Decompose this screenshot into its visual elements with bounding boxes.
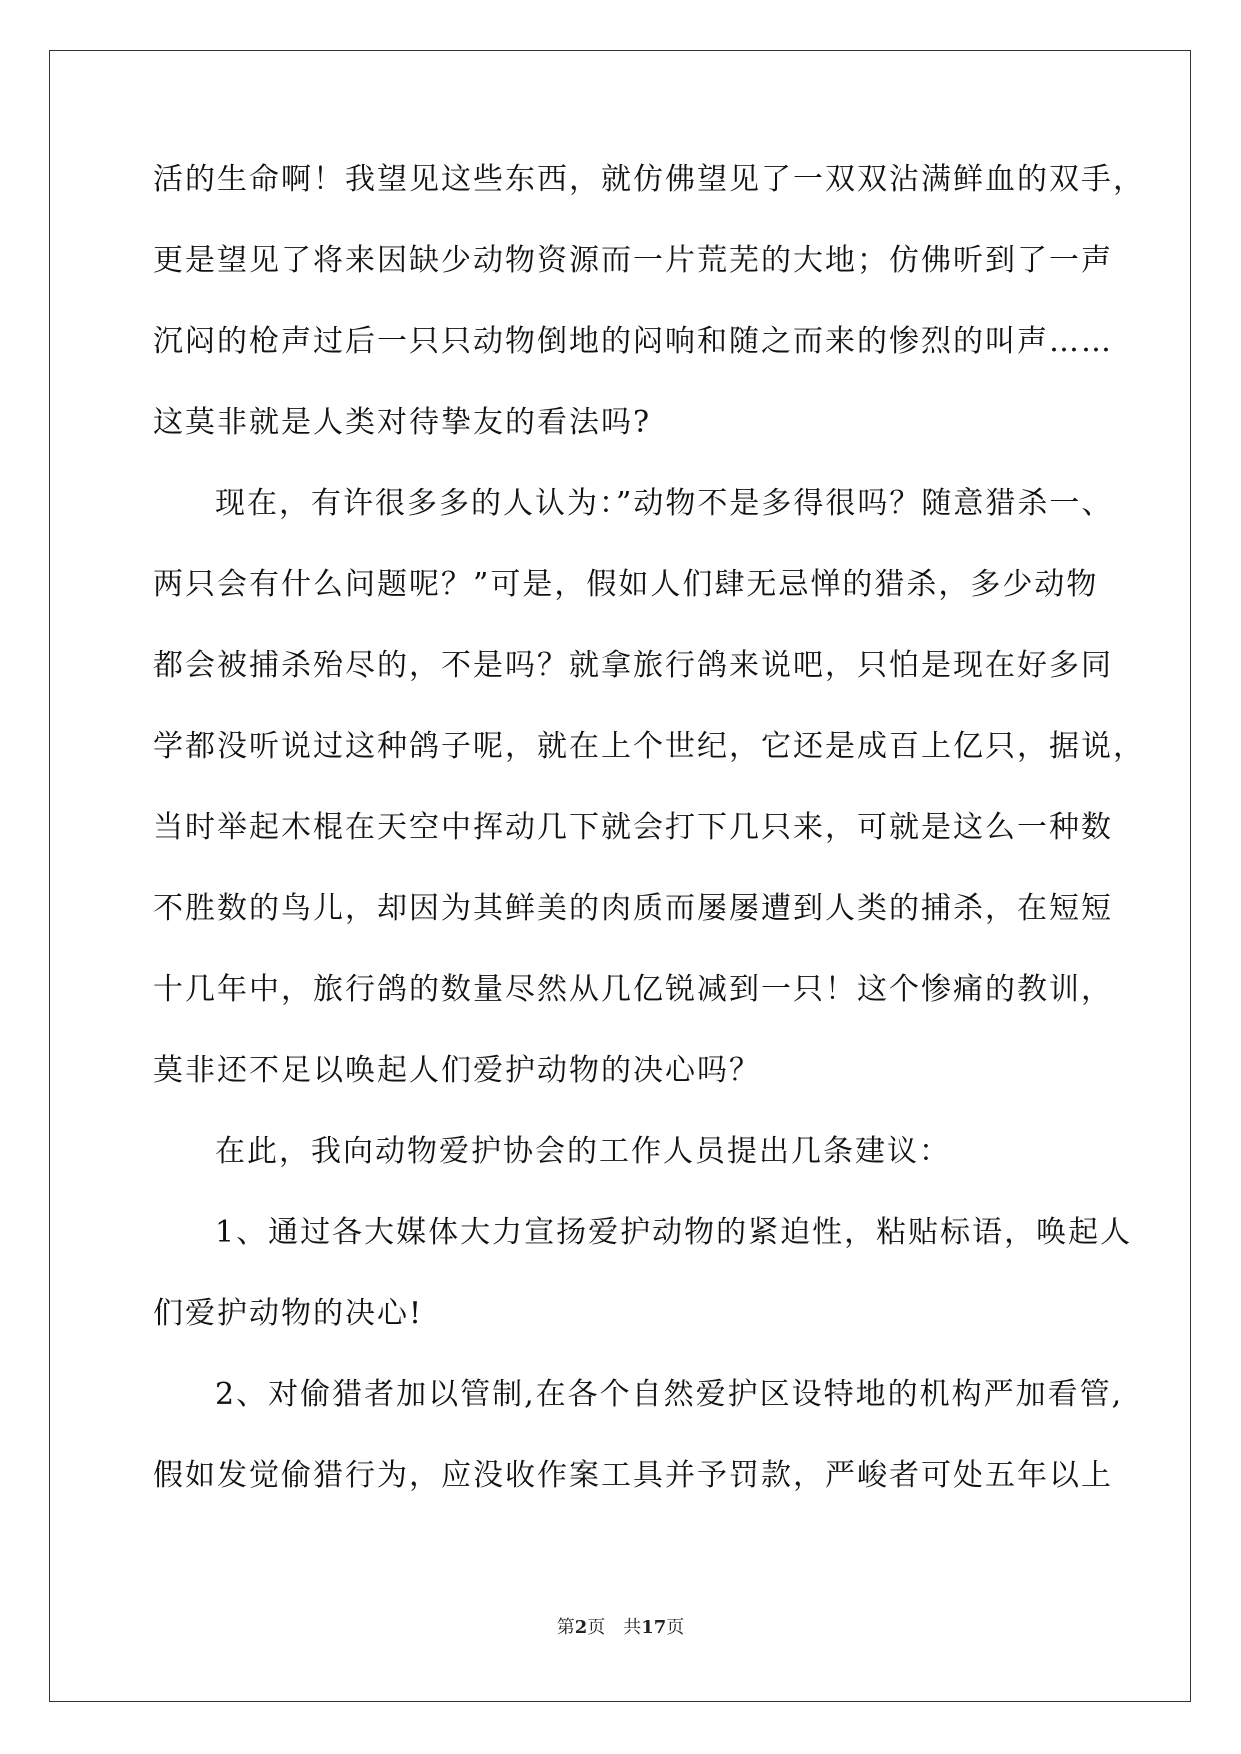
text-line: 莫非还不足以唤起人们爱护动物的决心吗？ (153, 1053, 761, 1088)
total-prefix: 共 (623, 1617, 642, 1638)
text-line: 十几年中，旅行鸽的数量尽然从几亿锐减到一只！这个惨痛的教训， (153, 972, 1113, 1007)
paragraph-start-line: 在此，我向动物爱护协会的工作人员提出几条建议： (215, 1134, 951, 1169)
page-footer (0, 1616, 1241, 1640)
text-line: 更是望见了将来因缺少动物资源而一片荒芜的大地；仿佛听到了一声 (153, 243, 1113, 278)
list-item-line: 1、通过各大媒体大力宣扬爱护动物的紧迫性，粘贴标语，唤起人 (215, 1215, 1133, 1250)
text-line: 学都没听说过这种鸽子呢，就在上个世纪，它还是成百上亿只，据说， (153, 729, 1145, 764)
paragraph-start-line: 现在，有许很多多的人认为：”动物不是多得很吗？随意猎杀一、 (215, 486, 1114, 521)
text-line: 两只会有什么问题呢？”可是，假如人们肆无忌惮的猎杀，多少动物 (153, 567, 1099, 602)
text-line: 这莫非就是人类对待挚友的看法吗? (153, 405, 652, 440)
total-pages: 17 (641, 1617, 667, 1638)
document-body (153, 160, 1145, 1537)
page-number: 2 (574, 1617, 588, 1638)
text-line: 沉闷的枪声过后一只只动物倒地的闷响和随之而来的惨烈的叫声…… (153, 324, 1113, 359)
text-line: 们爱护动物的决心! (153, 1296, 424, 1331)
text-line: 都会被捕杀殆尽的，不是吗？就拿旅行鸽来说吧，只怕是现在好多同 (153, 648, 1113, 683)
list-item-line: 2、对偷猎者加以管制,在各个自然爱护区设特地的机构严加看管, (215, 1377, 1124, 1412)
page-suffix: 页 (587, 1617, 606, 1638)
text-line: 当时举起木棍在天空中挥动几下就会打下几只来，可就是这么一种数 (153, 810, 1113, 845)
total-suffix: 页 (666, 1617, 685, 1638)
page-prefix: 第 (556, 1617, 575, 1638)
text-line: 假如发觉偷猎行为，应没收作案工具并予罚款，严峻者可处五年以上 (153, 1458, 1113, 1493)
text-line: 活的生命啊！我望见这些东西，就仿佛望见了一双双沾满鲜血的双手， (153, 162, 1145, 197)
text-line: 不胜数的鸟儿，却因为其鲜美的肉质而屡屡遭到人类的捕杀，在短短 (153, 891, 1113, 926)
